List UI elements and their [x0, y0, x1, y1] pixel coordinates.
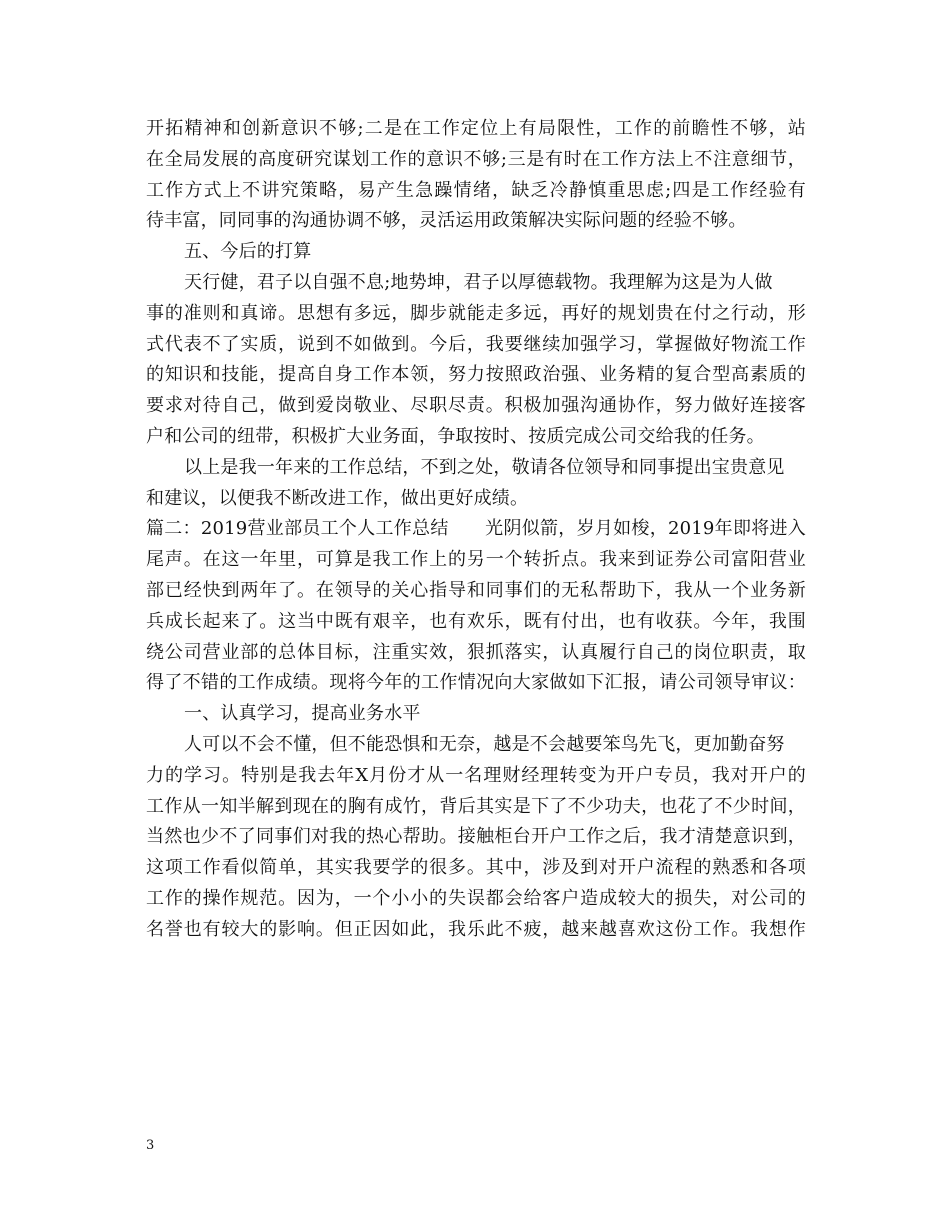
text-line: 尾声。在这一年里，可算是我工作上的另一个转折点。我来到证券公司富阳营业 [146, 549, 806, 571]
text-line: 绕公司营业部的总体目标，注重实效，狠抓落实，认真履行自己的岗位职责，取 [146, 641, 806, 663]
text-line: 事的准则和真谛。思想有多远，脚步就能走多远，再好的规划贵在付之行动，形 [146, 302, 806, 324]
text-line: 的知识和技能，提高自身工作本领，努力按照政治强、业务精的复合型高素质的 [146, 364, 806, 386]
article-title-line: 篇二：2019营业部员工个人工作总结 光阴似箭，岁月如梭，2019年即将进入 [146, 518, 806, 540]
section-heading: 一、认真学习，提高业务水平 [184, 703, 421, 725]
text-line: 开拓精神和创新意识不够;二是在工作定位上有局限性，工作的前瞻性不够，站 [146, 118, 806, 139]
text-line: 工作的操作规范。因为，一个小小的失误都会给客户造成较大的损失，对公司的 [146, 887, 806, 909]
text-line: 得了不错的工作成绩。现将今年的工作情况向大家做如下汇报，请公司领导审议： [146, 672, 806, 694]
text-line: 力的学习。特别是我去年X月份才从一名理财经理转变为开户专员，我对开户的 [146, 764, 806, 786]
text-line: 待丰富，同同事的沟通协调不够，灵活运用政策解决实际问题的经验不够。 [146, 210, 747, 232]
text-line: 式代表不了实质，说到不如做到。今后，我要继续加强学习，掌握做好物流工作 [146, 333, 806, 355]
text-line: 在全局发展的高度研究谋划工作的意识不够;三是有时在工作方法上不注意细节， [146, 148, 806, 170]
text-line: 以上是我一年来的工作总结，不到之处，敬请各位领导和同事提出宝贵意见 [184, 456, 785, 478]
page-number: 3 [146, 1138, 155, 1153]
text-line: 要求对待自己，做到爱岗敬业、尽职尽责。积极加强沟通协作，努力做好连接客 [146, 395, 806, 417]
text-line: 人可以不会不懂，但不能恐惧和无奈，越是不会越要笨鸟先飞，更加勤奋努 [184, 733, 785, 755]
text-line: 兵成长起来了。这当中既有艰辛，也有欢乐，既有付出，也有收获。今年，我围 [146, 610, 806, 632]
text-line: 工作方式上不讲究策略，易产生急躁情绪，缺乏冷静慎重思虑;四是工作经验有 [146, 179, 806, 201]
document-body [146, 114, 806, 946]
text-line: 工作从一知半解到现在的胸有成竹，背后其实是下了不少功夫，也花了不少时间， [146, 795, 806, 817]
text-line: 户和公司的纽带，积极扩大业务面，争取按时、按质完成公司交给我的任务。 [146, 425, 765, 447]
text-line: 这项工作看似简单，其实我要学的很多。其中，涉及到对开户流程的熟悉和各项 [146, 857, 806, 879]
text-line: 当然也少不了同事们对我的热心帮助。接触柜台开户工作之后，我才清楚意识到， [146, 826, 806, 848]
text-line: 部已经快到两年了。在领导的关心指导和同事们的无私帮助下，我从一个业务新 [146, 579, 806, 601]
text-line: 和建议，以便我不断改进工作，做出更好成绩。 [146, 487, 529, 509]
section-heading: 五、今后的打算 [184, 241, 312, 263]
text-line: 名誉也有较大的影响。但正因如此，我乐此不疲，越来越喜欢这份工作。我想作 [146, 918, 806, 940]
text-line: 天行健，君子以自强不息;地势坤，君子以厚德载物。我理解为这是为人做 [184, 271, 773, 293]
